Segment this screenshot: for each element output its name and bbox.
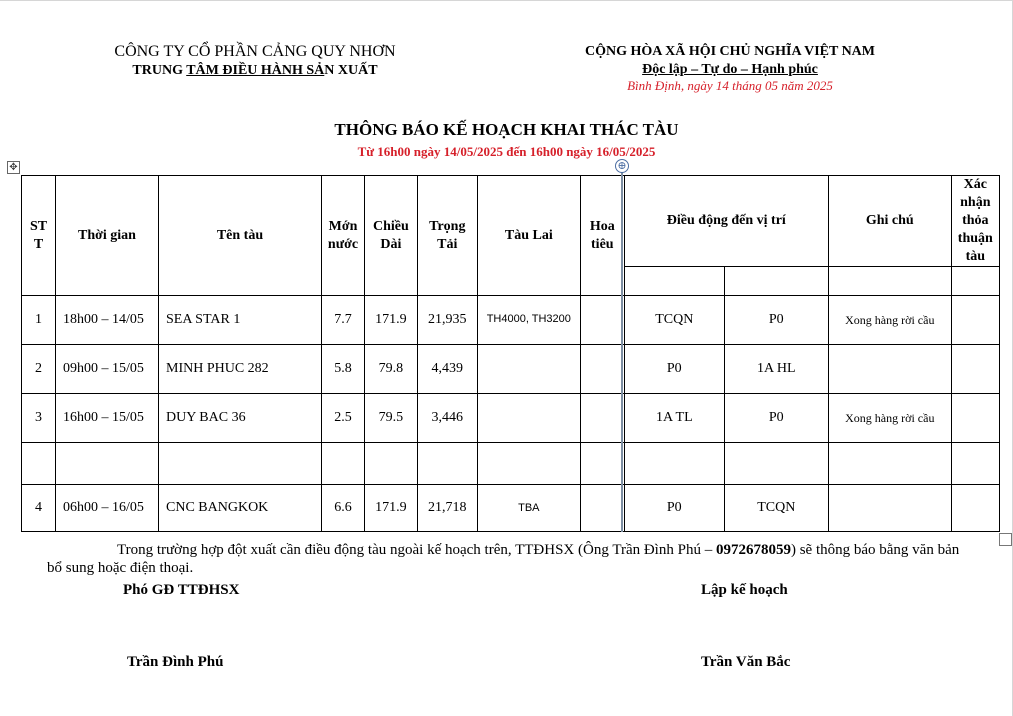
document-subtitle: Từ 16h00 ngày 14/05/2025 đến 16h00 ngày 16/05/2025: [357, 144, 656, 159]
cell-length: 79.8: [365, 345, 418, 394]
cell-length: 171.9: [365, 296, 418, 345]
cell-vessel: SEA STAR 1: [159, 296, 322, 345]
cell-move-to: TCQN: [724, 485, 828, 532]
cell-confirm: [951, 394, 999, 443]
cell-tug: [477, 443, 580, 485]
header-length: Chiều Dài: [365, 176, 418, 296]
cell-confirm: [951, 485, 999, 532]
cell-move-to: P0: [724, 296, 828, 345]
cell-tug: TH4000, TH3200: [477, 296, 580, 345]
cell-pilot: [580, 443, 624, 485]
cell-draft: 7.7: [322, 296, 365, 345]
cell-time: 06h00 – 16/05: [56, 485, 159, 532]
cell-tonnage: 3,446: [417, 394, 477, 443]
company-name: CÔNG TY CỔ PHẦN CẢNG QUY NHƠN: [114, 43, 396, 60]
cell-vessel: [159, 443, 322, 485]
cell-vessel: DUY BAC 36: [159, 394, 322, 443]
cell-draft: 2.5: [322, 394, 365, 443]
cell-tug: [477, 394, 580, 443]
cell-length: [365, 443, 418, 485]
cell-move-from: P0: [624, 485, 724, 532]
cell-move-from: 1A TL: [624, 394, 724, 443]
cell-move-from: [624, 443, 724, 485]
cell-move-to: [724, 443, 828, 485]
header-time: Thời gian: [56, 176, 159, 296]
place-date: Bình Định, ngày 14 tháng 05 năm 2025: [627, 78, 833, 93]
cell-draft: 6.6: [322, 485, 365, 532]
header-stt: STT: [22, 176, 56, 296]
national-motto: Độc lập – Tự do – Hạnh phúc: [642, 62, 818, 77]
table-row: [22, 485, 1000, 532]
insert-column-icon[interactable]: ⊕: [615, 159, 629, 173]
cell-note: [828, 485, 951, 532]
cell-stt: 1: [22, 296, 56, 345]
cell-tonnage: 21,935: [417, 296, 477, 345]
table-body: [22, 296, 1000, 532]
department-name-prefix: TRUNG: [132, 63, 187, 78]
cell-stt: 4: [22, 485, 56, 532]
department-name-suffix: N XUẤT: [324, 63, 378, 78]
cell-time: [56, 443, 159, 485]
department-name-underlined: TÂM ĐIỀU HÀNH SẢ: [186, 63, 325, 78]
header-confirm: Xác nhận thỏa thuận tàu: [951, 176, 999, 267]
subheader-to: [724, 267, 828, 296]
header-note: Ghi chú: [828, 176, 951, 267]
table-resize-handle[interactable]: [999, 533, 1012, 546]
cell-pilot: [580, 345, 624, 394]
signer-left-name: Trần Đình Phú: [127, 654, 224, 670]
cell-length: 79.5: [365, 394, 418, 443]
cell-note: [828, 443, 951, 485]
subheader-note: [828, 267, 951, 296]
header-draft: Mớn nước: [322, 176, 365, 296]
cell-time: 18h00 – 14/05: [56, 296, 159, 345]
cell-length: 171.9: [365, 485, 418, 532]
cell-stt: 3: [22, 394, 56, 443]
cell-tonnage: [417, 443, 477, 485]
ship-plan-table: [21, 175, 1000, 532]
subheader-confirm: [951, 267, 999, 296]
nation-name: CỘNG HÒA XÃ HỘI CHỦ NGHĨA VIỆT NAM: [584, 44, 875, 59]
cell-stt: 2: [22, 345, 56, 394]
cell-move-from: P0: [624, 345, 724, 394]
cell-vessel: MINH PHUC 282: [159, 345, 322, 394]
page-top-border: [0, 0, 1013, 1]
cell-note: Xong hàng rời cầu: [828, 394, 951, 443]
table-header-row: [22, 176, 1000, 267]
cell-stt: [22, 443, 56, 485]
cell-pilot: [580, 485, 624, 532]
cell-confirm: [951, 443, 999, 485]
table-row: [22, 443, 1000, 485]
cell-move-to: 1A HL: [724, 345, 828, 394]
header-tug: Tàu Lai: [477, 176, 580, 296]
header-pilot: Hoa tiêu: [580, 176, 624, 296]
cell-time: 09h00 – 15/05: [56, 345, 159, 394]
cell-tonnage: 4,439: [417, 345, 477, 394]
footer-note-phone: 0972678059: [715, 542, 791, 558]
cell-note: [828, 345, 951, 394]
signer-left-role: Phó GĐ TTĐHSX: [123, 582, 240, 598]
cell-confirm: [951, 296, 999, 345]
table-move-handle-icon[interactable]: ✥: [7, 161, 20, 174]
table-row: [22, 296, 1000, 345]
footer-note-before: Trong trường hợp đột xuất cần điều động tàu ngoài kế hoạch trên, TTĐHSX (Ông Trần Đình Phú –: [117, 542, 716, 558]
cell-draft: 5.8: [322, 345, 365, 394]
department-name: [60, 63, 450, 79]
cell-confirm: [951, 345, 999, 394]
document-title: THÔNG BÁO KẾ HOẠCH KHAI THÁC TÀU: [334, 120, 679, 139]
header-tonnage: Trọng Tải: [417, 176, 477, 296]
cell-tonnage: 21,718: [417, 485, 477, 532]
cell-time: 16h00 – 15/05: [56, 394, 159, 443]
footer-note: [47, 541, 967, 577]
cell-tug: [477, 345, 580, 394]
cell-draft: [322, 443, 365, 485]
table-row: [22, 345, 1000, 394]
signer-right-role: Lập kế hoạch: [701, 582, 788, 598]
cell-move-from: TCQN: [624, 296, 724, 345]
cell-move-to: P0: [724, 394, 828, 443]
cell-note: Xong hàng rời cầu: [828, 296, 951, 345]
header-vessel: Tên tàu: [159, 176, 322, 296]
cell-tug: TBA: [477, 485, 580, 532]
signer-right-name: Trần Văn Bắc: [701, 654, 791, 670]
table-row: [22, 394, 1000, 443]
cell-vessel: CNC BANGKOK: [159, 485, 322, 532]
cell-pilot: [580, 296, 624, 345]
footer-note-after: ) sẽ thông báo bằng văn bản bổ sung hoặc điện thoại.: [47, 542, 960, 576]
cell-pilot: [580, 394, 624, 443]
column-resize-marker[interactable]: [621, 172, 623, 532]
header-move: Điều động đến vị trí: [624, 176, 828, 267]
subheader-from: [624, 267, 724, 296]
